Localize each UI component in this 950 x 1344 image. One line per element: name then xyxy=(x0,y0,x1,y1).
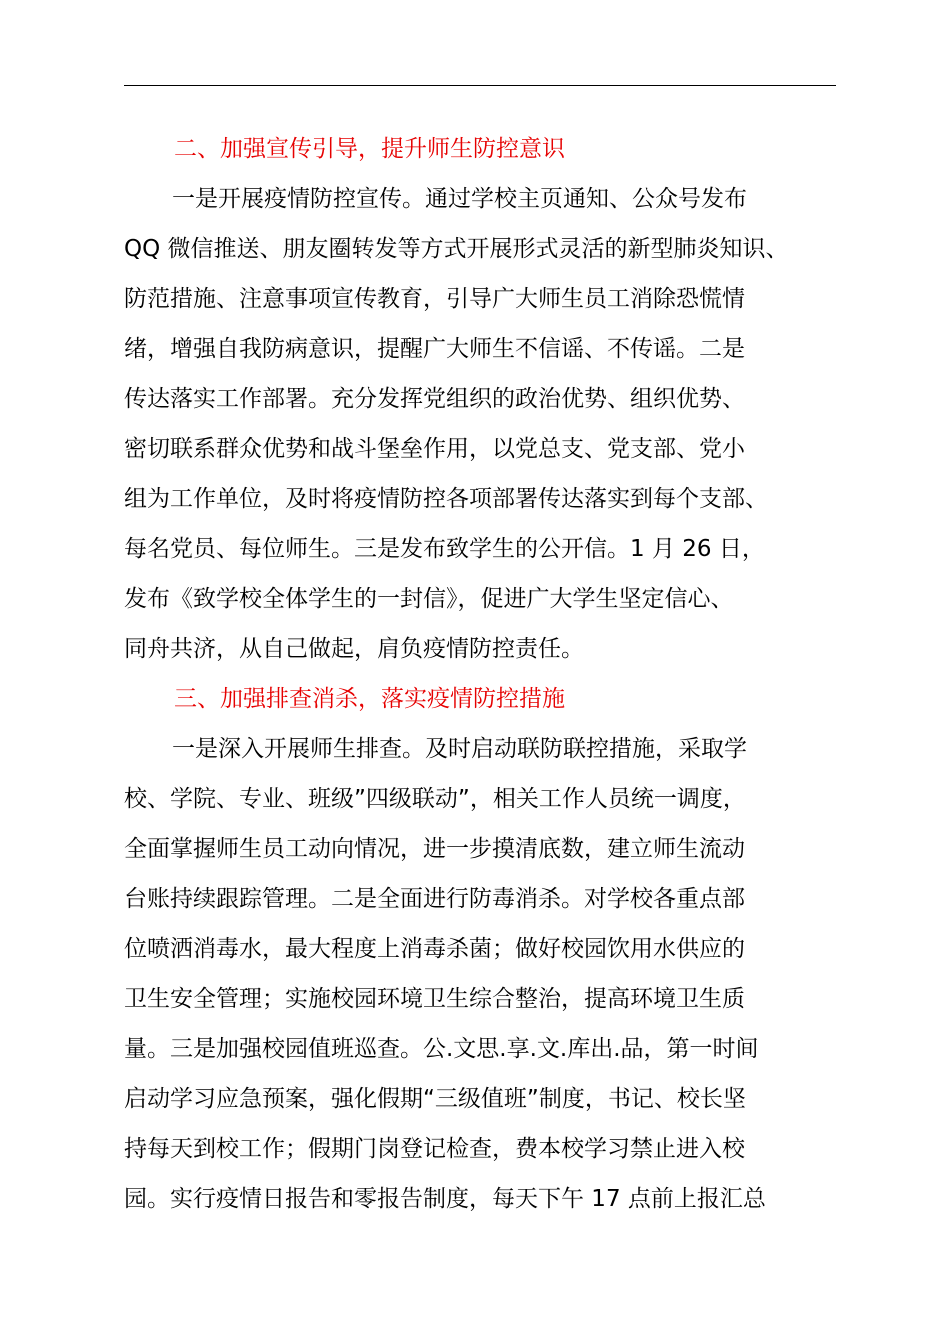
paragraph-line: 传达落实工作部署。充分发挥党组织的政治优势、组织优势、 xyxy=(124,386,745,412)
paragraph-line: 每名党员、每位师生。三是发布致学生的公开信。1 月 26 日， xyxy=(124,536,765,562)
paragraph-line: 全面掌握师生员工动向情况，进一步摸清底数，建立师生流动 xyxy=(124,836,745,862)
paragraph-line: 台账持续跟踪管理。二是全面进行防毒消杀。对学校各重点部 xyxy=(124,886,745,912)
paragraph-line: 位喷洒消毒水，最大程度上消毒杀菌；做好校园饮用水供应的 xyxy=(124,936,745,962)
paragraph-line: 一是开展疫情防控宣传。通过学校主页通知、公众号发布 xyxy=(172,186,747,212)
paragraph-line: 同舟共济，从自己做起，肩负疫情防控责任。 xyxy=(124,636,584,662)
paragraph-line: 校、学院、专业、班级”四级联动”，相关工作人员统一调度， xyxy=(124,786,746,812)
paragraph-line: 一是深入开展师生排查。及时启动联防联控措施，采取学 xyxy=(172,736,747,762)
section-2-heading: 二、加强宣传引导，提升师生防控意识 xyxy=(174,136,565,162)
paragraph-line: 发布《致学校全体学生的一封信》，促进广大学生坚定信心、 xyxy=(124,586,734,612)
paragraph-line: 持每天到校工作；假期门岗登记检查，费本校学习禁止进入校 xyxy=(124,1136,745,1162)
paragraph-line: QQ 微信推送、朋友圈转发等方式开展形式灵活的新型肺炎知识、 xyxy=(124,236,789,262)
document-body xyxy=(124,124,840,1224)
paragraph-line: 园。实行疫情日报告和零报告制度，每天下午 17 点前上报汇总 xyxy=(124,1186,766,1212)
paragraph-line: 绪，增强自我防病意识，提醒广大师生不信谣、不传谣。二是 xyxy=(124,336,745,362)
section-3-heading: 三、加强排查消杀，落实疫情防控措施 xyxy=(174,686,565,712)
paragraph-line: 卫生安全管理；实施校园环境卫生综合整治，提高环境卫生质 xyxy=(124,986,745,1012)
header-rule xyxy=(124,85,836,86)
paragraph-line: 组为工作单位，及时将疫情防控各项部署传达落实到每个支部、 xyxy=(124,486,768,512)
paragraph-line: 量。三是加强校园值班巡查。公.文思.享.文.库出.品，第一时间 xyxy=(124,1036,759,1062)
paragraph-line: 密切联系群众优势和战斗堡垒作用，以党总支、党支部、党小 xyxy=(124,436,745,462)
paragraph-line: 启动学习应急预案，强化假期“三级值班”制度，书记、校长坚 xyxy=(124,1086,746,1112)
paragraph-line: 防范措施、注意事项宣传教育，引导广大师生员工消除恐慌情 xyxy=(124,286,745,312)
